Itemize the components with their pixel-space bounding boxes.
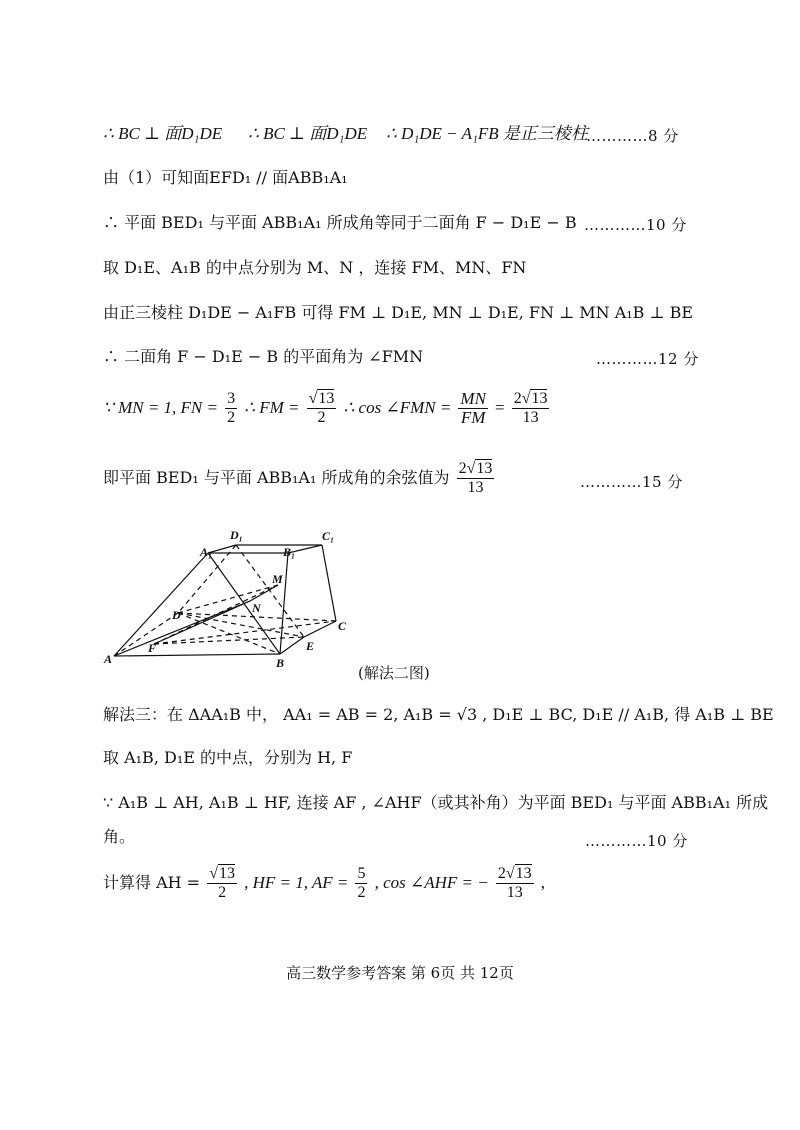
line-9: [103, 705, 774, 725]
fraction-2sqrt13-over-13: $\frac{2√13}{13}$: [458, 460, 493, 496]
label-E: E: [306, 639, 315, 653]
label-C1: C₁: [322, 529, 335, 543]
fraction-3-over-2: [225, 390, 237, 427]
page-footer: 高三数学参考答案 第 6页 共 12页: [286, 964, 514, 982]
label-A: A: [104, 652, 113, 666]
fraction-denominator: 2: [218, 884, 227, 901]
fraction-numerator: 3: [227, 390, 236, 407]
line-9-text: 解法三：在 ΔAA₁B 中， AA₁ = AB = 2, A₁B = √3 , D₁E ⊥ BC, D₁E // A₁B, 得 A₁B ⊥ BE: [103, 705, 774, 724]
label-B: B: [276, 656, 285, 670]
line-4-text: 取 D₁E、A₁B 的中点分别为 M、N ，连接 FM、MN、FN: [103, 258, 527, 277]
fraction-denominator: 13: [467, 479, 484, 496]
line-11-text: ∵ A₁B ⊥ AH, A₁B ⊥ HF, 连接 AF , ∠AHF（或其补角）为平面 BED₁ 与平面 ABB₁A₁ 所成: [103, 793, 769, 812]
line-8-score: …………15 分: [580, 473, 683, 491]
line-11: [103, 793, 768, 813]
label-C: C: [338, 619, 347, 633]
fraction-2sqrt13-over-13: $\frac{2√13}{13}$: [497, 865, 532, 901]
line-8-text: 即平面 BED₁ 与平面 ABB₁A₁ 所成角的余弦值为: [103, 468, 450, 487]
line-3-score: …………10 分: [584, 216, 687, 234]
label-D: D: [172, 608, 181, 622]
line-7: [103, 388, 551, 428]
edge-N-M: [250, 585, 278, 601]
line-6-text: ∴ 二面角 F − D₁E − B 的平面角为 ∠FMN: [103, 347, 424, 366]
fraction-denominator: 2: [357, 884, 366, 901]
line-5-text: 由正三棱柱 D₁DE − A₁FB 可得 FM ⊥ D₁E, MN ⊥ D₁E, FN ⊥ MN A₁B ⊥ BE: [103, 303, 694, 322]
edge-A1-D1: [208, 545, 236, 553]
fraction-denominator: 13: [506, 884, 523, 901]
label-A1: A₁: [200, 545, 213, 559]
edge-A-B: [114, 654, 280, 656]
line-12: [103, 827, 135, 847]
radicand: 13: [515, 865, 532, 882]
fraction-5-over-2: [355, 865, 367, 902]
fraction-denominator: 2: [227, 409, 236, 426]
label-D1: D₁: [230, 528, 243, 542]
fraction-mn-over-fm: [458, 390, 488, 427]
edge-C-E: [304, 621, 336, 637]
line-2-text: 由（1）可知面EFD₁ // 面ABB₁A₁: [103, 168, 348, 187]
fraction-sqrt13-over-2: $\frac{√13}{2}$: [308, 390, 335, 426]
line-13-p2: , HF = 1, AF =: [244, 873, 349, 892]
line-3-text: ∴ 平面 BED₁ 与平面 ABB₁A₁ 所成角等同于二面角 F − D₁E − B: [103, 213, 577, 232]
line-12-text: 角。: [103, 827, 136, 846]
line-10: [103, 748, 352, 768]
line-1-part-a: ∴ BC ⊥ 面D₁DE: [103, 124, 223, 143]
radicand: 13: [218, 865, 235, 882]
line-8: [103, 458, 496, 498]
line-7-p3: ∴ cos ∠FMN =: [343, 398, 452, 417]
fraction-denominator: FM: [460, 408, 486, 427]
line-6-score: …………12 分: [596, 350, 699, 368]
line-1-score: …………8 分: [586, 127, 679, 145]
fraction-numerator: MN: [460, 389, 486, 408]
line-1b: [248, 124, 367, 144]
fraction-2sqrt13-over-13: $\frac{2√13}{13}$: [513, 390, 548, 426]
edge-B1-B: [280, 553, 288, 654]
line-13-p1: 计算得 AH =: [103, 873, 201, 892]
line-1: [103, 124, 222, 144]
fraction-denominator: 13: [522, 409, 539, 426]
line-3: [103, 213, 577, 233]
edge-B-E: [280, 637, 304, 654]
line-1-part-c: ∴ D₁DE − A₁FB 是正三棱柱: [386, 124, 588, 143]
radicand: 13: [531, 390, 548, 407]
label-F: F: [148, 641, 157, 655]
label-N: N: [252, 601, 261, 615]
edge-C1-C: [322, 545, 336, 621]
line-10-text: 取 A₁B, D₁E 的中点，分别为 H, F: [103, 748, 353, 767]
radicand: 13: [476, 460, 493, 477]
line-1-part-b: ∴ BC ⊥ 面D₁DE: [248, 124, 368, 143]
line-6: [103, 347, 423, 367]
edge-A-N: [114, 601, 250, 656]
line-13-p3: , cos ∠AHF = −: [374, 873, 489, 892]
line-13: [103, 863, 545, 903]
line-1c: [386, 124, 588, 144]
line-7-p2: ∴ FM =: [244, 398, 300, 417]
line-12-score: …………10 分: [585, 832, 688, 850]
line-7-p1: ∵ MN = 1, FN =: [103, 398, 218, 417]
radicand: 13: [318, 390, 335, 407]
line-2: [103, 168, 348, 188]
fraction-sqrt13-over-2: $\frac{√13}{2}$: [209, 865, 235, 901]
figure-caption: (解法二图): [358, 664, 430, 682]
line-4: [103, 258, 526, 278]
label-B1: B₁: [283, 545, 296, 559]
label-M: M: [272, 572, 283, 586]
line-7-p4: =: [495, 398, 505, 417]
line-5: [103, 303, 693, 323]
prism-figure: [100, 523, 460, 683]
fraction-denominator: 2: [317, 409, 326, 426]
fraction-numerator: 5: [357, 865, 366, 882]
line-13-p4: ,: [540, 873, 545, 892]
